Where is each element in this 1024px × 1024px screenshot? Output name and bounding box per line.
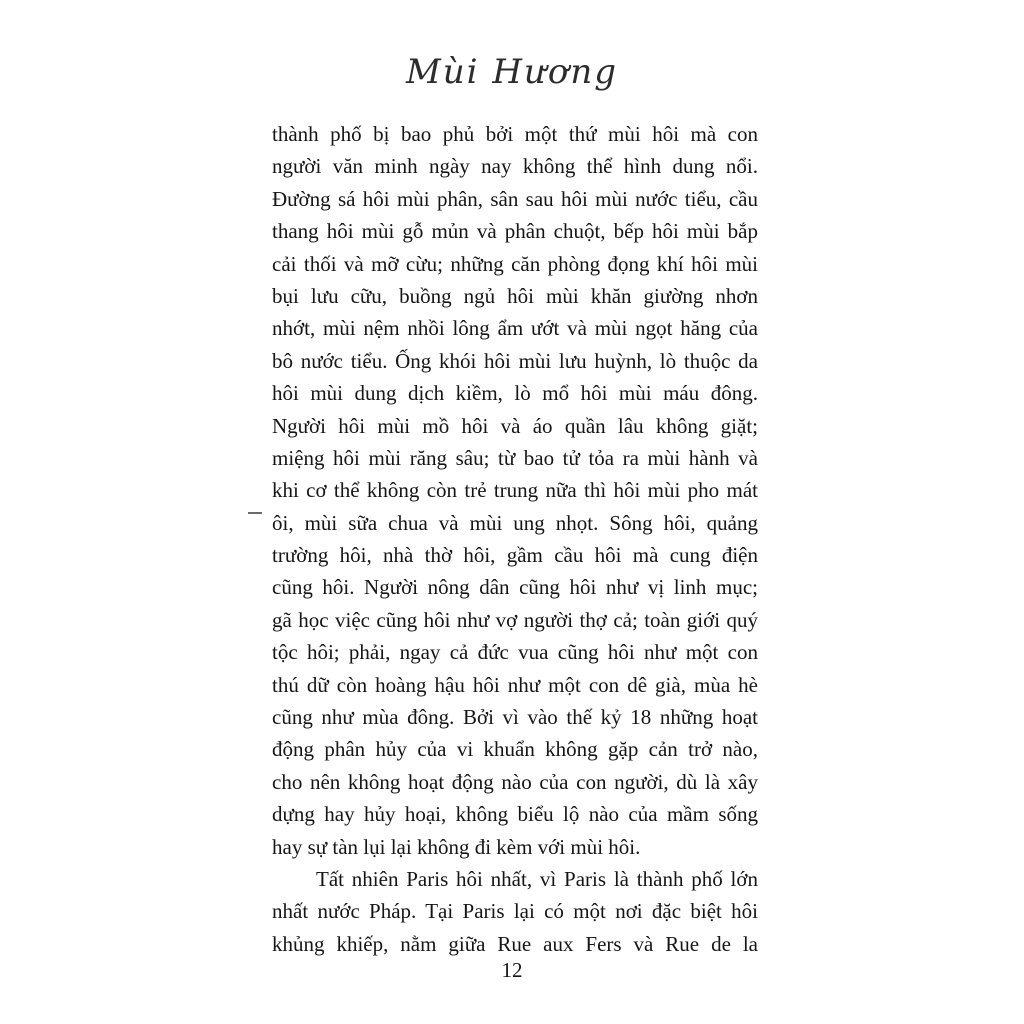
text-line-16: gã học việc cũng hôi như vợ người thợ cả; toàn giới quý <box>272 607 758 632</box>
text-line-1: thành phố bị bao phủ bởi một thứ mùi hôi mà con <box>272 122 758 146</box>
text-line-21: cho nên không hoạt động nào của con người, dù là xây <box>272 769 758 794</box>
text-line-14: trường hôi, nhà thờ hôi, gầm cầu hôi mà cung điện <box>272 543 758 568</box>
text-line-7: nhớt, mùi nệm nhồi lông ẩm ướt và mùi ngọt hăng của <box>272 316 758 341</box>
text-line-15: cũng hôi. Người nông dân cũng hôi như vị linh mục; <box>272 575 758 600</box>
text-line-24: Tất nhiên Paris hôi nhất, vì Paris là thành phố lớn <box>316 866 758 891</box>
running-title: Mùi Hương <box>405 52 619 92</box>
text-line-26: khủng khiếp, nằm giữa Rue aux Fers và Rue de la <box>272 931 758 956</box>
text-line-5: cải thối và mỡ cừu; những căn phòng đọng khí hôi mùi <box>272 251 758 276</box>
text-line-8: bô nước tiểu. Ống khói hôi mùi lưu huỳnh, lò thuộc da <box>272 348 758 373</box>
text-line-22: dựng hay hủy hoại, không biểu lộ nào của mầm sống <box>272 802 758 827</box>
text-line-19: cũng như mùa đông. Bởi vì vào thế kỷ 18 những hoạt <box>272 705 758 730</box>
text-line-13: ôi, mùi sữa chua và mùi ung nhọt. Sông hôi, quảng <box>272 510 758 535</box>
text-line-20: động phân hủy của vi khuẩn không gặp cản trở nào, <box>272 737 758 762</box>
text-line-12: khi cơ thể không còn trẻ trung nữa thì hôi mùi pho mát <box>272 478 758 503</box>
page-number: 12 <box>501 958 523 982</box>
text-line-4: thang hôi mùi gỗ mủn và phân chuột, bếp hôi mùi bắp <box>272 219 758 244</box>
text-line-2: người văn minh ngày nay không thể hình dung nổi. <box>272 154 758 179</box>
text-line-9: hôi mùi dung dịch kiềm, lò mổ hôi mùi máu đông. <box>272 381 758 406</box>
text-line-17: tộc hôi; phải, ngay cả đức vua cũng hôi như một con <box>272 640 758 665</box>
body-text <box>272 118 758 960</box>
text-line-25: nhất nước Pháp. Tại Paris lại có một nơi đặc biệt hôi <box>272 899 758 924</box>
text-line-6: bụi lưu cữu, buồng ngủ hôi mùi khăn giường nhơn <box>272 283 758 308</box>
text-line-3: Đường sá hôi mùi phân, sân sau hôi mùi nước tiểu, cầu <box>272 186 758 211</box>
margin-mark <box>248 512 262 514</box>
text-line-18: thú dữ còn hoàng hậu hôi như một con dê già, mùa hè <box>272 672 758 697</box>
text-line-10: Người hôi mùi mồ hôi và áo quần lâu không giặt; <box>272 413 758 438</box>
text-line-23: hay sự tàn lụi lại không đi kèm với mùi hôi. <box>272 834 641 859</box>
text-line-11: miệng hôi mùi răng sâu; từ bao tử tỏa ra mùi hành và <box>272 445 758 470</box>
